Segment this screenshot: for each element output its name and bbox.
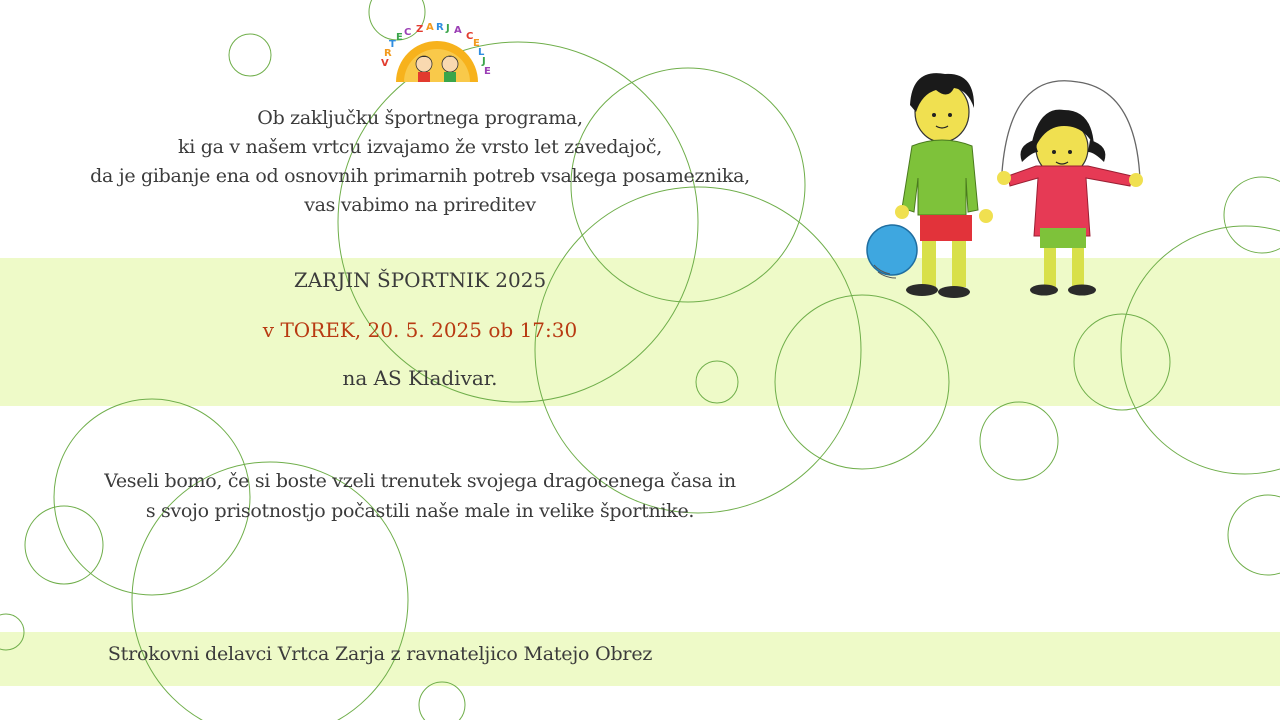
logo-letter: L <box>478 47 485 58</box>
logo-letter: E <box>396 32 403 43</box>
kindergarten-logo <box>378 20 496 86</box>
signature: Strokovni delavci Vrtca Zarja z ravnateljico Matejo Obrez <box>107 643 653 665</box>
logo-letter: A <box>454 25 462 36</box>
closing-line: Veseli bomo, če si boste vzeli trenutek svojega dragocenega časa in <box>104 470 736 492</box>
intro-line: da je gibanje ena od osnovnih primarnih potreb vsakega posameznika, <box>90 165 750 187</box>
kids-illustration <box>850 60 1160 310</box>
intro-paragraph <box>60 104 780 220</box>
intro-line: vas vabimo na prireditev <box>304 194 536 216</box>
closing-line: s svojo prisotnostjo počastili naše male in velike športnike. <box>145 500 695 522</box>
logo-letter: A <box>426 22 434 33</box>
logo-letter: J <box>482 56 486 67</box>
logo-letter: T <box>389 39 396 50</box>
logo-letter: E <box>484 66 491 77</box>
logo-letter: V <box>381 58 389 69</box>
intro-line: Ob zaključku športnega programa, <box>257 107 583 129</box>
logo-letter: R <box>436 22 444 33</box>
event-date: v TOREK, 20. 5. 2025 ob 17:30 <box>262 318 578 342</box>
closing-paragraph <box>60 466 780 526</box>
logo-letter: C <box>466 31 474 42</box>
logo-letter: E <box>473 38 480 49</box>
logo-letter: R <box>384 48 392 59</box>
event-title: ZARJIN ŠPORTNIK 2025 <box>293 268 547 292</box>
girl-figure-icon <box>997 110 1143 296</box>
logo-letter: J <box>446 23 450 34</box>
logo-letter: C <box>404 27 412 38</box>
intro-line: ki ga v našem vrtcu izvajamo že vrsto let zavedajoč, <box>178 136 662 158</box>
ball-icon <box>867 225 917 278</box>
event-place: na AS Kladivar. <box>342 366 498 390</box>
logo-letter: Z <box>416 24 424 35</box>
